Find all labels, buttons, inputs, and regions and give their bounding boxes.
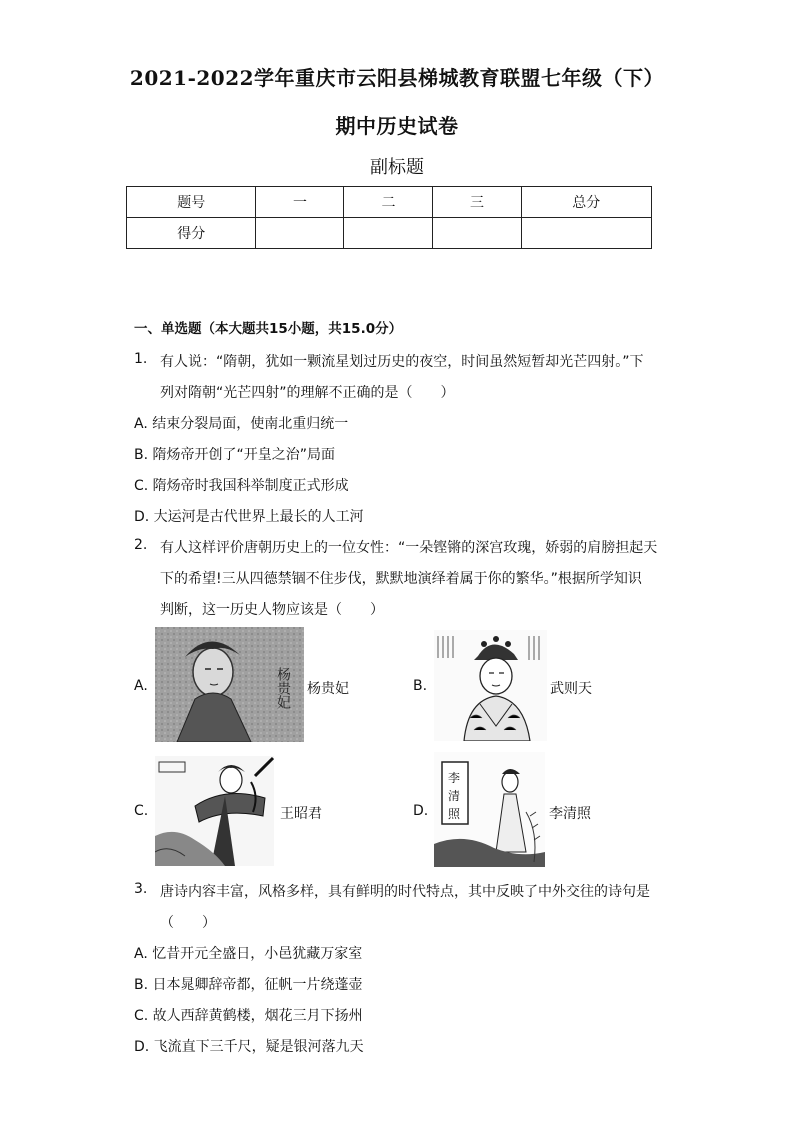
score-input-cell[interactable] <box>433 218 521 249</box>
option-d[interactable]: D. 大运河是古代世界上最长的人工河 <box>134 509 364 525</box>
svg-text:清: 清 <box>448 789 461 803</box>
svg-text:杨贵妃: 杨贵妃 <box>275 667 291 709</box>
question-number: 2. <box>134 537 148 553</box>
question-text: 有人这样评价唐朝历史上的一位女性：“一朵铿锵的深宫玫瑰，娇弱的肩膀担起天 <box>160 540 658 556</box>
portrait-wang-zhaojun-image[interactable] <box>155 756 274 866</box>
option-d-name[interactable]: 李清照 <box>549 806 591 822</box>
question-text: （ ） <box>160 915 216 931</box>
option-c-letter[interactable]: C. <box>134 803 149 819</box>
option-a-name[interactable]: 杨贵妃 <box>307 681 349 697</box>
score-header-cell: 三 <box>433 187 521 218</box>
question-text: 有人说：“隋朝，犹如一颗流星划过历史的夜空，时间虽然短暂却光芒四射。”下 <box>160 354 644 370</box>
score-table-header-row <box>127 187 652 218</box>
question-text: 唐诗内容丰富，风格多样，具有鲜明的时代特点，其中反映了中外交往的诗句是 <box>160 884 650 900</box>
portrait-yang-guifei-image[interactable] <box>155 627 304 742</box>
score-header-cell: 总分 <box>521 187 652 218</box>
option-c-name[interactable]: 王昭君 <box>280 806 322 822</box>
score-input-cell[interactable] <box>256 218 344 249</box>
score-row-label: 得分 <box>127 218 256 249</box>
question-text: 列对隋朝“光芒四射”的理解不正确的是（ ） <box>160 385 455 401</box>
option-b-name[interactable]: 武则天 <box>550 681 592 697</box>
score-table-score-row <box>127 218 652 249</box>
question-number: 1. <box>134 351 148 367</box>
svg-text:李: 李 <box>448 771 461 785</box>
score-header-cell: 题号 <box>127 187 256 218</box>
svg-text:照: 照 <box>448 807 461 821</box>
option-c[interactable]: C. 故人西辞黄鹤楼，烟花三月下扬州 <box>134 1008 363 1024</box>
option-b-letter[interactable]: B. <box>413 678 428 694</box>
score-header-cell: 一 <box>256 187 344 218</box>
question-text: 下的希望!三从四德禁锢不住步伐，默默地演绎着属于你的繁华。”根据所学知识 <box>160 571 642 587</box>
score-input-cell[interactable] <box>521 218 652 249</box>
exam-title-line1: 2021-2022学年重庆市云阳县梯城教育联盟七年级（下） <box>129 66 665 90</box>
option-c[interactable]: C. 隋炀帝时我国科举制度正式形成 <box>134 478 349 494</box>
option-b[interactable]: B. 隋炀帝开创了“开皇之治”局面 <box>134 447 336 463</box>
option-d[interactable]: D. 飞流直下三千尺，疑是银河落九天 <box>134 1039 364 1055</box>
portrait-wu-zetian-image[interactable] <box>434 630 547 741</box>
option-d-letter[interactable]: D. <box>413 803 429 819</box>
exam-subtitle: 副标题 <box>370 157 424 178</box>
option-a[interactable]: A. 忆昔开元全盛日，小邑犹藏万家室 <box>134 946 363 962</box>
score-header-cell: 二 <box>344 187 433 218</box>
score-input-cell[interactable] <box>344 218 433 249</box>
option-a[interactable]: A. 结束分裂局面，使南北重归统一 <box>134 416 349 432</box>
section-heading: 一、单选题（本大题共15小题，共15.0分） <box>134 321 403 337</box>
option-b[interactable]: B. 日本晁卿辞帝都，征帆一片绕蓬壶 <box>134 977 363 993</box>
portrait-li-qingzhao-image[interactable] <box>434 752 545 867</box>
score-table <box>126 186 652 249</box>
question-text: 判断，这一历史人物应该是（ ） <box>160 602 384 618</box>
question-number: 3. <box>134 881 148 897</box>
exam-title-line2: 期中历史试卷 <box>335 114 459 138</box>
option-a-letter[interactable]: A. <box>134 678 148 694</box>
